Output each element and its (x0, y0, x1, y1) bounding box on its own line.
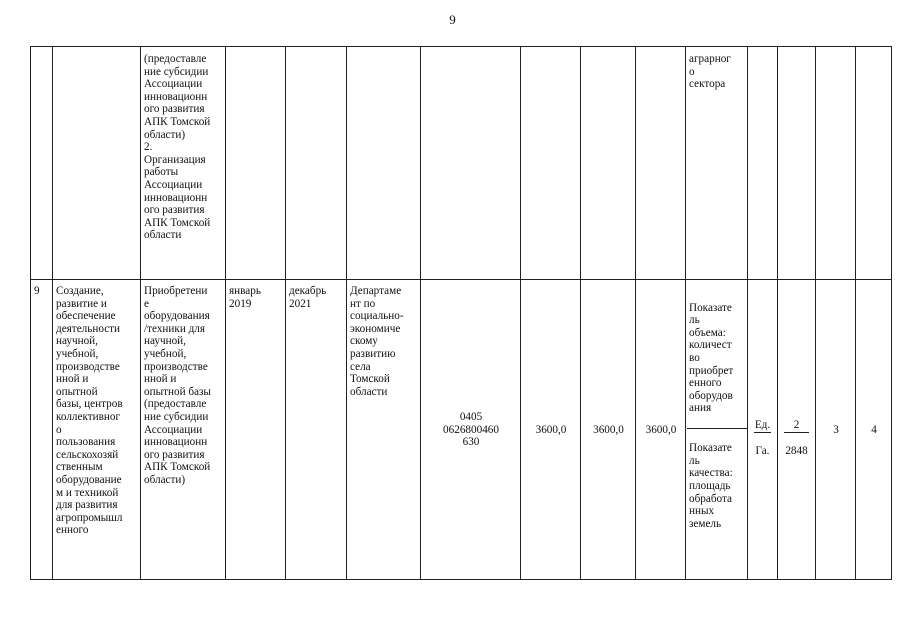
cell-kbk: 0405 0626800460 630 (421, 280, 521, 580)
page-number: 9 (449, 12, 456, 27)
cell-executor: Департаме нт по социально- экономиче скому развитию села Томской области (347, 280, 421, 580)
cell-value-1 (778, 280, 816, 580)
indicator-volume: Показате ль объема: количест во приобрет енного оборудов ания (689, 301, 734, 415)
cell-unit (748, 47, 778, 280)
cell-value-2: 3 (816, 280, 856, 580)
cell-action: Приобретени е оборудования /техники для научной, учебной, производстве нной и опытной базы (предоставле ние субсидии Ассоциации инновационн ого развития АПК Томской области) (141, 280, 226, 580)
cell-num (31, 47, 53, 280)
cell-start: январь 2019 (226, 280, 286, 580)
cell-indicator: аграрног о сектора (686, 47, 748, 280)
cell-unit (748, 280, 778, 580)
value-bottom: 2848 (785, 445, 808, 458)
cell-indicators (686, 280, 748, 580)
indicator-divider (687, 428, 747, 429)
cell-amount-3: 3600,0 (636, 280, 686, 580)
cell-end (286, 47, 347, 280)
cell-kbk (421, 47, 521, 280)
cell-value-1 (778, 47, 816, 280)
value-top: 2 (784, 419, 808, 433)
unit-bottom: Га. (755, 445, 770, 458)
table-row-9 (31, 280, 892, 580)
cell-amount-1 (521, 47, 581, 280)
cell-start (226, 47, 286, 280)
cell-task: Создание, развитие и обеспечение деятельности научной, учебной, производстве нной и опытной базы, центров коллективног о пользования сельскохозяй ственным оборудование м и техникой для развития агропромышл енного (53, 280, 141, 580)
cell-amount-2: 3600,0 (581, 280, 636, 580)
cell-value-2 (816, 47, 856, 280)
cell-value-3: 4 (856, 280, 892, 580)
cell-amount-1: 3600,0 (521, 280, 581, 580)
cell-task (53, 47, 141, 280)
cell-value-3 (856, 47, 892, 280)
cell-amount-2 (581, 47, 636, 280)
unit-top: Ед. (754, 418, 771, 431)
table-row-continuation (31, 47, 892, 280)
unit-fraction (754, 406, 771, 470)
cell-num: 9 (31, 280, 53, 580)
indicator-quality: Показате ль качества: площадь обработа нных земель (689, 442, 733, 530)
cell-end: декабрь 2021 (286, 280, 347, 580)
cell-amount-3 (636, 47, 686, 280)
value-fraction (784, 406, 808, 470)
cell-action: (предоставле ние субсидии Ассоциации инновационн ого развития АПК Томской области) 2. Организация работы Ассоциации инновационн ого развития АПК Томской области (141, 47, 226, 280)
cell-executor (347, 47, 421, 280)
program-measures-table (30, 46, 892, 580)
